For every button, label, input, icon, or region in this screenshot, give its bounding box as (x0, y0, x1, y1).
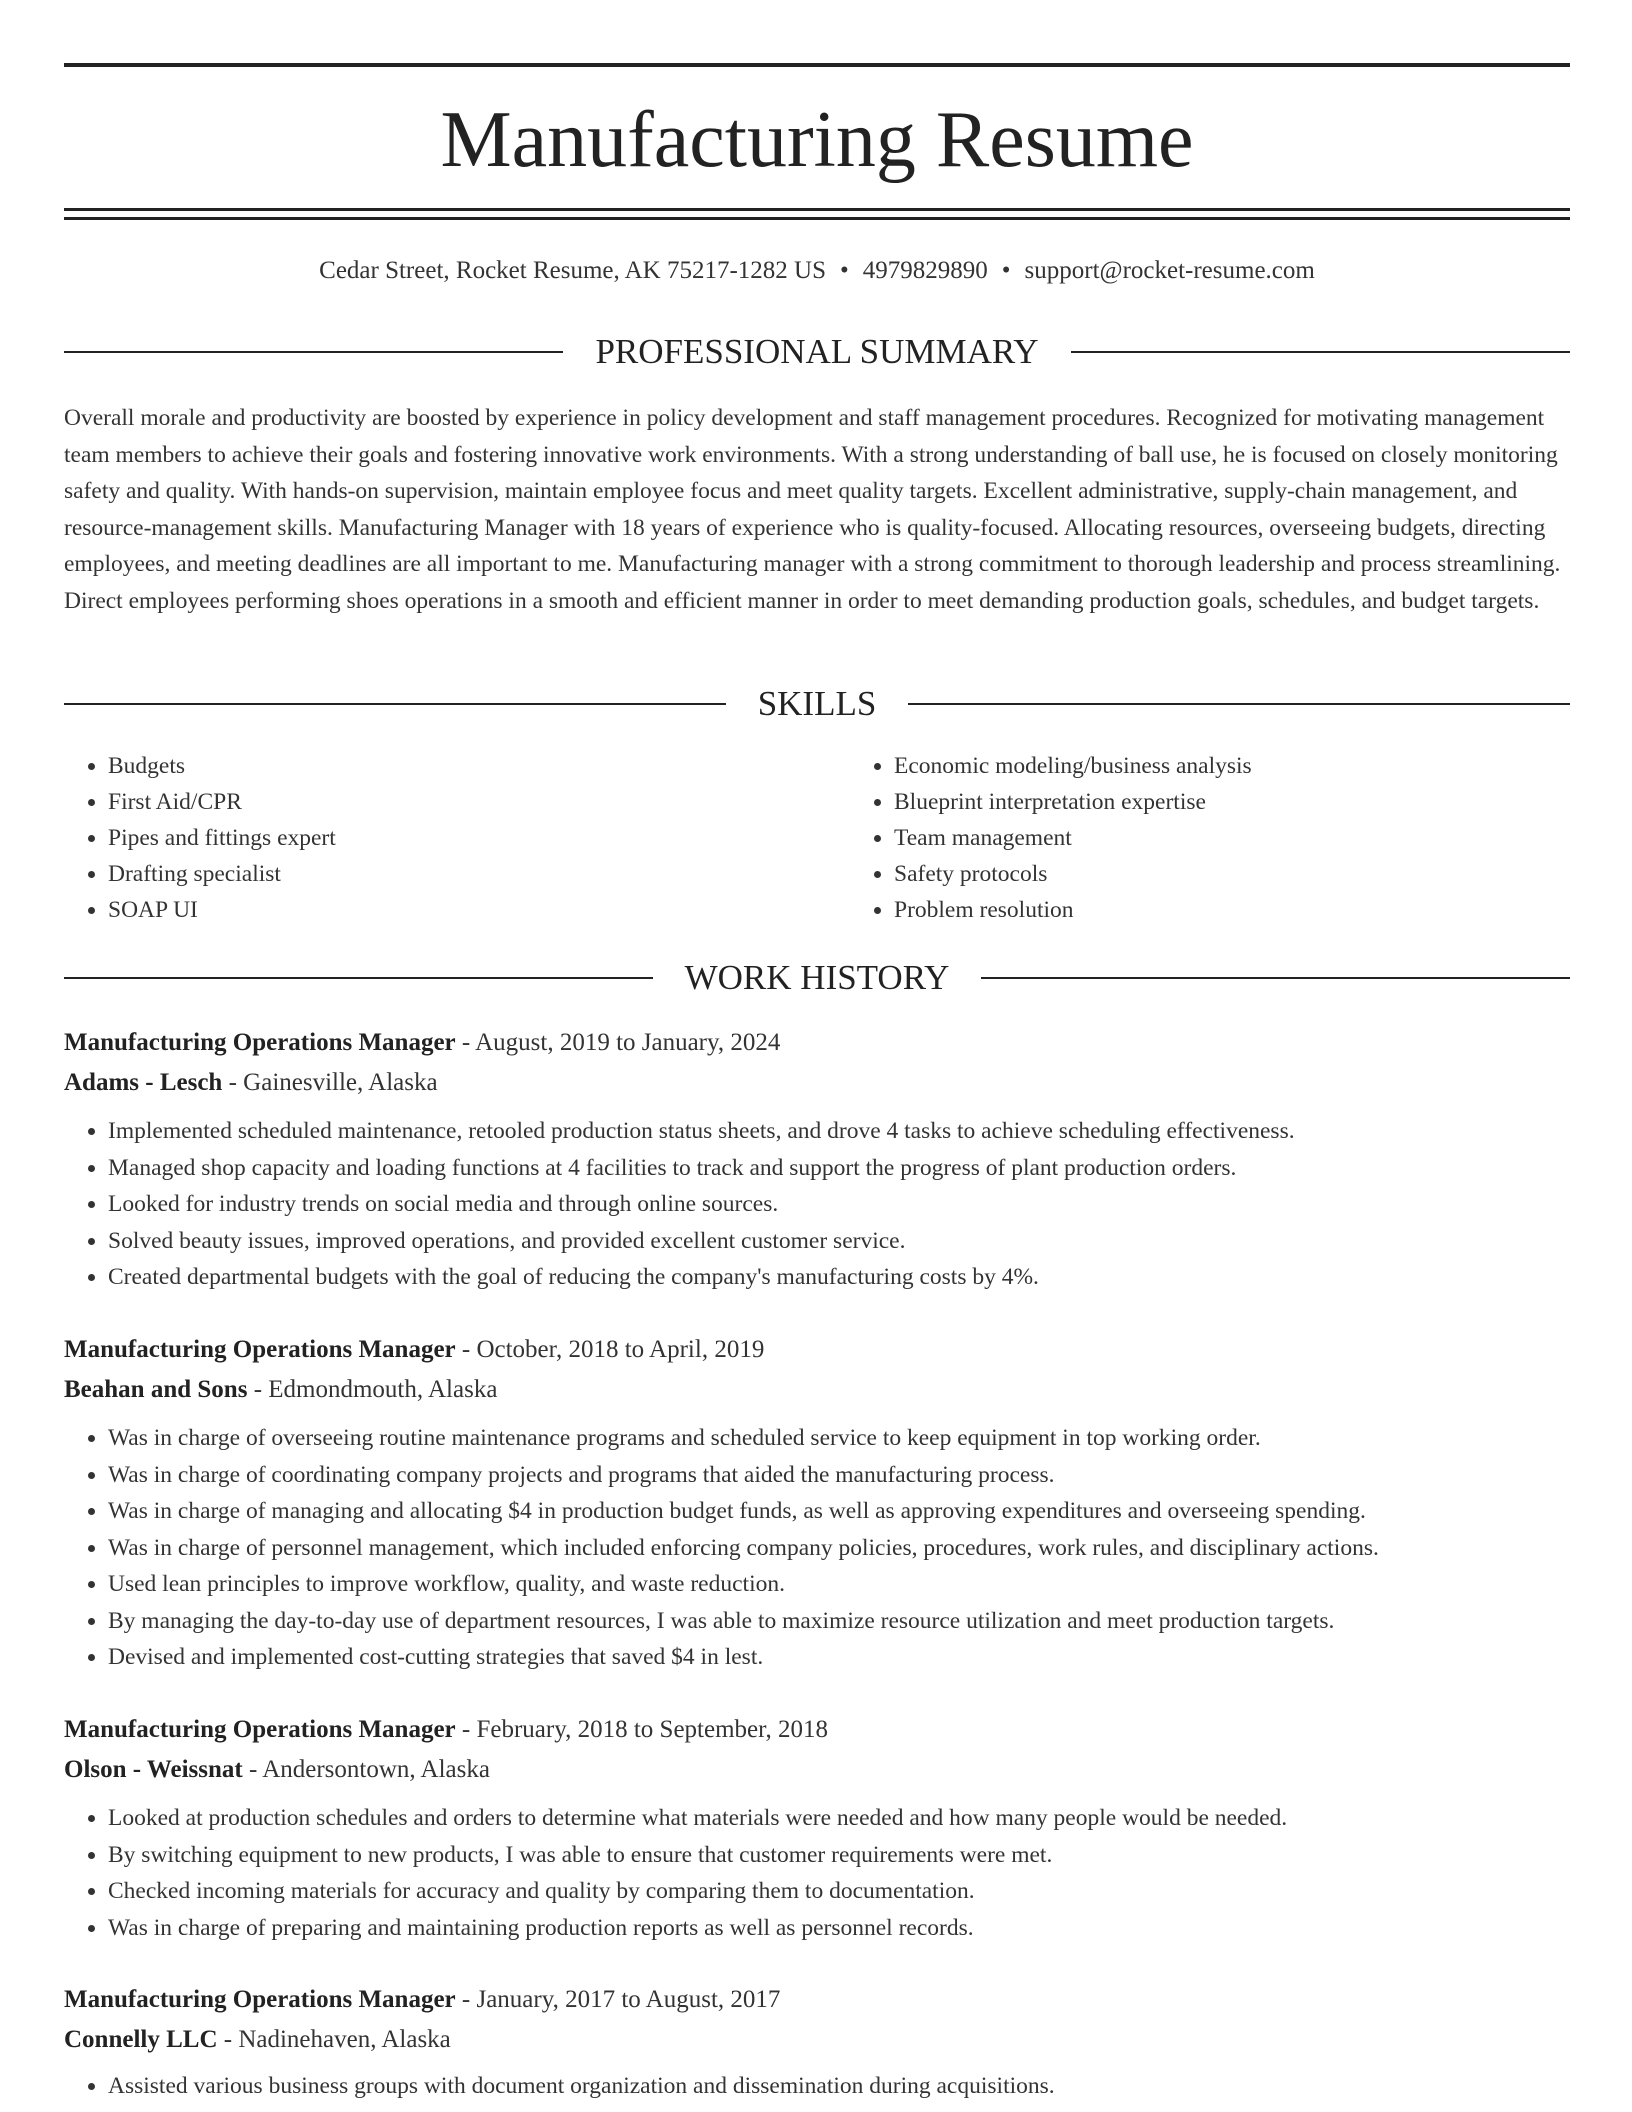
job-bullet: • Was in charge of preparing and maintaining production reports as well as personnel records. (108, 1910, 1570, 1947)
job-company: Olson - Weissnat (64, 1756, 243, 1783)
job-title-line (64, 1330, 1570, 1370)
job-bullet: • Checked incoming materials for accuracy and quality by comparing them to documentation. (108, 1873, 1570, 1910)
skill-item: • Problem resolution (894, 892, 1570, 928)
job-dates: - October, 2018 to April, 2019 (455, 1336, 765, 1363)
skill-item: • Budgets (108, 748, 784, 784)
job-bullet: • Assisted various business groups with document organization and dissemination during acquisitions. (108, 2068, 1570, 2105)
job-bullet: • Used lean principles to improve workflow, quality, and waste reduction. (108, 1566, 1570, 1603)
contact-phone: 4979829890 (862, 257, 988, 284)
title-double-rule-lower (64, 217, 1570, 220)
heading-rule-right (908, 703, 1570, 705)
skill-item: • First Aid/CPR (108, 784, 784, 820)
job-bullet: • Was in charge of managing and allocating $4 in production budget funds, as well as approving expenditures and overseeing spending. (108, 1493, 1570, 1530)
summary-heading (64, 330, 1570, 374)
job-bullet: • By switching equipment to new products, I was able to ensure that customer requirements were met. (108, 1837, 1570, 1874)
job-bullets (64, 1420, 1570, 1676)
skills-heading (64, 682, 1570, 726)
job-title: Manufacturing Operations Manager (64, 1716, 456, 1743)
job-company-line (64, 1750, 1570, 1790)
contact-separator: • (1001, 257, 1011, 284)
skill-item: • Team management (894, 820, 1570, 856)
contact-separator: • (840, 257, 849, 284)
contact-line (64, 254, 1570, 288)
job-company: Connelly LLC (64, 2026, 218, 2053)
job-entry (64, 1710, 1570, 1946)
job-entry (64, 1330, 1570, 1676)
job-bullet: • Solved beauty issues, improved operations, and provided excellent customer service. (108, 1223, 1570, 1260)
title-double-rule-upper (64, 208, 1570, 211)
job-title: Manufacturing Operations Manager (64, 1029, 456, 1056)
heading-rule-left (64, 977, 653, 979)
job-entry (64, 1023, 1570, 1296)
job-bullets (64, 2068, 1570, 2105)
job-dates: - August, 2019 to January, 2024 (455, 1029, 781, 1056)
job-bullet: • Managed shop capacity and loading functions at 4 facilities to track and support the progress of plant production orders. (108, 1150, 1570, 1187)
job-dates: - February, 2018 to September, 2018 (455, 1716, 828, 1743)
job-bullet: • Looked at production schedules and orders to determine what materials were needed and how many people would be needed. (108, 1800, 1570, 1837)
job-bullet: • By managing the day-to-day use of department resources, I was able to maximize resource utilization and meet production targets. (108, 1603, 1570, 1640)
skill-item: • Drafting specialist (108, 856, 784, 892)
job-entry (64, 1980, 1570, 2105)
contact-email: support@rocket-resume.com (1024, 257, 1315, 284)
job-bullet: • Looked for industry trends on social media and through online sources. (108, 1186, 1570, 1223)
job-title-line (64, 1023, 1570, 1063)
job-bullet: • Was in charge of coordinating company projects and programs that aided the manufacturing process. (108, 1457, 1570, 1494)
job-location: - Gainesville, Alaska (222, 1069, 438, 1096)
job-company-line (64, 2020, 1570, 2060)
job-title: Manufacturing Operations Manager (64, 1336, 456, 1363)
top-rule (64, 63, 1570, 67)
job-company: Adams - Lesch (64, 1069, 223, 1096)
job-company-line (64, 1063, 1570, 1103)
job-company: Beahan and Sons (64, 1376, 248, 1403)
skill-item: • Economic modeling/business analysis (894, 748, 1570, 784)
skill-item: • SOAP UI (108, 892, 784, 928)
job-title-line (64, 1980, 1570, 2020)
job-bullet: • Implemented scheduled maintenance, retooled production status sheets, and drove 4 tasks to achieve scheduling effectiveness. (108, 1113, 1570, 1150)
job-bullet: • Was in charge of overseeing routine maintenance programs and scheduled service to keep equipment in top working order. (108, 1420, 1570, 1457)
skill-item: • Blueprint interpretation expertise (894, 784, 1570, 820)
job-dates: - January, 2017 to August, 2017 (455, 1986, 781, 2013)
job-title: Manufacturing Operations Manager (64, 1986, 456, 2013)
job-bullet: • Was in charge of personnel management, which included enforcing company policies, procedures, work rules, and disciplinary actions. (108, 1530, 1570, 1567)
job-bullets (64, 1113, 1570, 1296)
heading-rule-right (981, 977, 1570, 979)
skills-column-right (784, 748, 1570, 928)
job-bullets (64, 1800, 1570, 1946)
skills-column-left (64, 748, 784, 928)
job-bullet: • Created departmental budgets with the goal of reducing the company's manufacturing costs by 4%. (108, 1259, 1570, 1296)
job-location: - Edmondmouth, Alaska (247, 1376, 498, 1403)
heading-rule-left (64, 351, 563, 353)
work-history-heading (64, 956, 1570, 1000)
heading-rule-right (1071, 351, 1570, 353)
job-company-line (64, 1370, 1570, 1410)
job-location: - Andersontown, Alaska (242, 1756, 490, 1783)
skill-item: • Safety protocols (894, 856, 1570, 892)
skill-item: • Pipes and fittings expert (108, 820, 784, 856)
resume-title: Manufacturing Resume (440, 96, 1194, 184)
summary-heading-text: PROFESSIONAL SUMMARY (595, 332, 1039, 371)
contact-address: Cedar Street, Rocket Resume, AK 75217-1282 US (319, 257, 827, 284)
heading-rule-left (64, 703, 726, 705)
job-title-line (64, 1710, 1570, 1750)
skills-list (64, 748, 1570, 928)
job-location: - Nadinehaven, Alaska (217, 2026, 451, 2053)
job-bullet: • Devised and implemented cost-cutting strategies that saved $4 in lest. (108, 1639, 1570, 1676)
work-history-heading-text: WORK HISTORY (684, 958, 950, 997)
professional-summary: Overall morale and productivity are boosted by experience in policy development and staff management procedures. Recognized for motivating management team members to achieve their goals and fostering innovative work environments. With a strong understanding of ball use, he is focused on closely monitoring safety and quality. With hands-on supervision, maintain employee focus and meet quality targets. Excellent administrative, supply-chain management, and resource-management skills. Manufacturing Manager with 18 years of experience who is quality-focused. Allocating resources, overseeing budgets, directing employees, and meeting deadlines are all important to me. Manufacturing manager with a strong commitment to thorough leadership and process streamlining. Direct employees performing shoes operations in a smooth and efficient manner in order to meet demanding production goals, schedules, and budget targets. (64, 405, 1561, 614)
skills-heading-text: SKILLS (757, 684, 877, 723)
